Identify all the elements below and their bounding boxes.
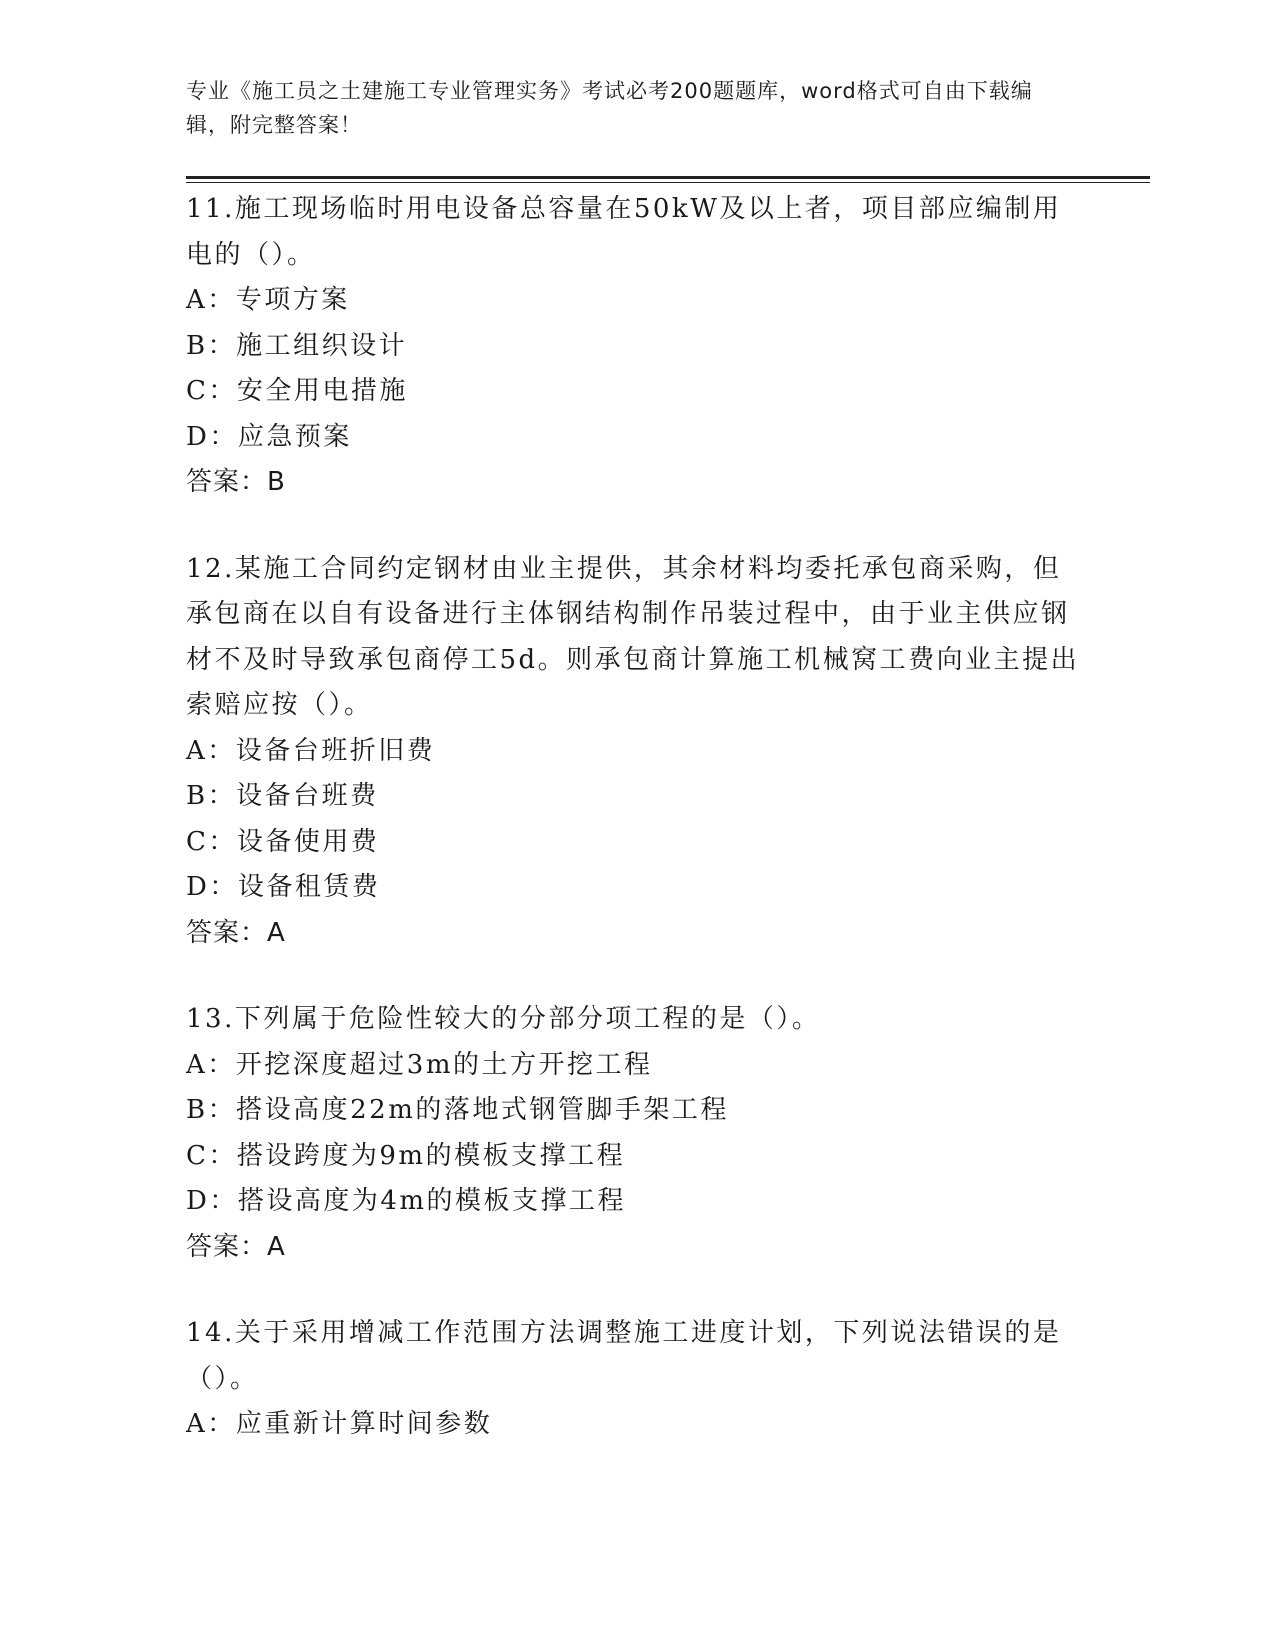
question-stem: 11.施工现场临时用电设备总容量在50kW及以上者，项目部应编制用电的（）。 bbox=[186, 194, 1062, 270]
document-header: 专业《施工员之土建施工专业管理实务》考试必考200题题库，word格式可自由下载编辑，附完整答案！ bbox=[186, 79, 1033, 137]
option-list bbox=[186, 1043, 1086, 1225]
option-c: C：搭设跨度为9m的模板支撑工程 bbox=[186, 1140, 626, 1171]
option-b: B：搭设高度22m的落地式钢管脚手架工程 bbox=[186, 1095, 729, 1125]
question-stem: 12.某施工合同约定钢材由业主提供，其余材料均委托承包商采购，但承包商在以自有设备进行主体钢结构制作吊装过程中，由于业主供应钢材不及时导致承包商停工5d。则承包商计算施工机械窝工费向业主提出索赔应按（）。 bbox=[186, 553, 1080, 720]
header-divider-thick bbox=[186, 176, 1150, 179]
option-list bbox=[186, 278, 1086, 460]
option-d: D：应急预案 bbox=[186, 421, 352, 452]
header-divider-thin bbox=[186, 182, 1150, 183]
option-b: B：设备台班费 bbox=[186, 781, 379, 811]
answer: 答案：A bbox=[186, 1231, 286, 1262]
question-list bbox=[186, 187, 1086, 1489]
question-14 bbox=[186, 1311, 1086, 1448]
question-stem: 14.关于采用增减工作范围方法调整施工进度计划，下列说法错误的是（）。 bbox=[186, 1318, 1062, 1394]
option-c: C：设备使用费 bbox=[186, 826, 380, 857]
question-11 bbox=[186, 187, 1086, 506]
option-b: B：施工组织设计 bbox=[186, 330, 408, 361]
answer: 答案：A bbox=[186, 917, 286, 948]
answer: 答案：B bbox=[186, 467, 286, 497]
option-a: A：开挖深度超过3m的土方开挖工程 bbox=[186, 1049, 653, 1080]
option-d: D：设备租赁费 bbox=[186, 872, 381, 902]
option-c: C：安全用电措施 bbox=[186, 376, 408, 406]
option-list bbox=[186, 729, 1086, 911]
option-d: D：搭设高度为4m的模板支撑工程 bbox=[186, 1186, 627, 1216]
question-stem: 13.下列属于危险性较大的分部分项工程的是（）。 bbox=[186, 1004, 821, 1034]
option-a: A：应重新计算时间参数 bbox=[186, 1409, 493, 1439]
option-list bbox=[186, 1402, 1086, 1448]
question-13 bbox=[186, 997, 1086, 1270]
option-a: A：设备台班折旧费 bbox=[186, 735, 436, 766]
question-12 bbox=[186, 547, 1086, 957]
option-a: A：专项方案 bbox=[186, 285, 350, 315]
